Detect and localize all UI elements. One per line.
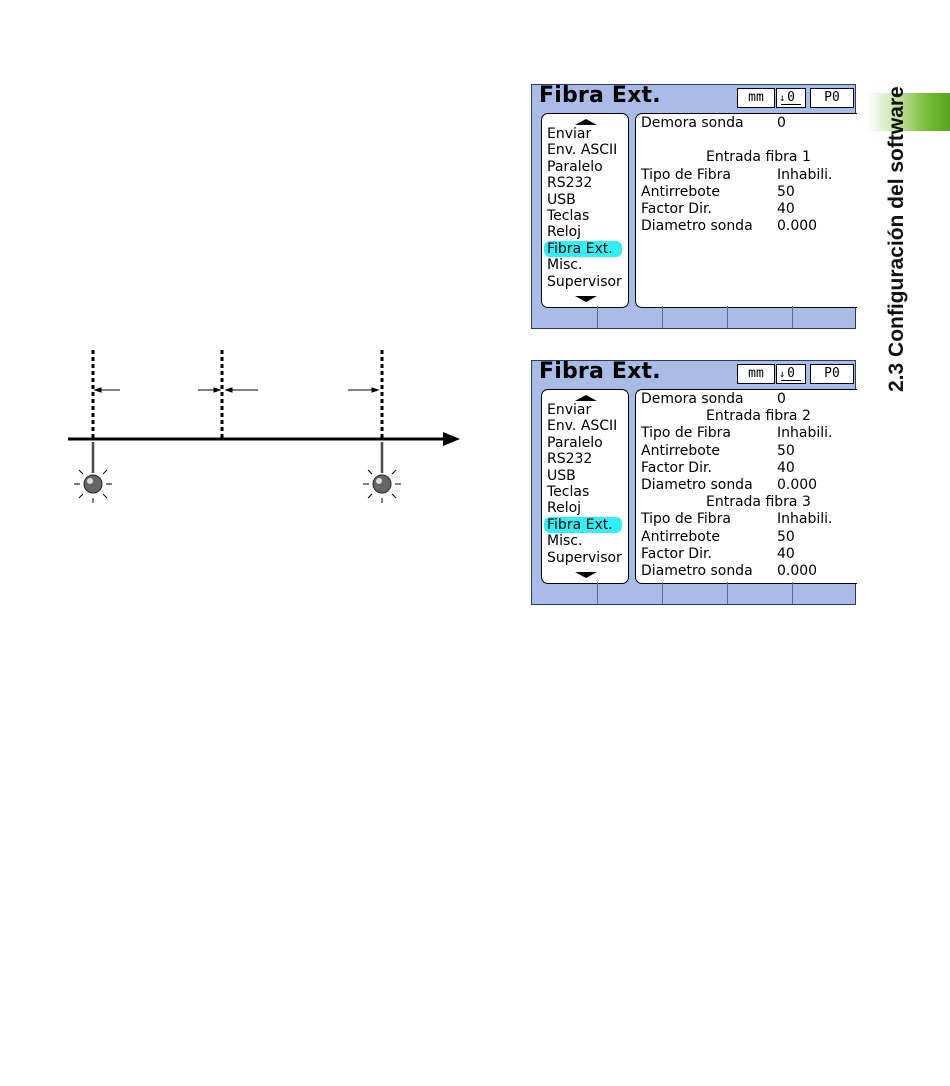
arrow-in-left-icon: [226, 388, 258, 392]
units-badge[interactable]: mm: [737, 88, 775, 108]
softkey-4[interactable]: [727, 306, 792, 328]
menu-item[interactable]: Supervisor: [547, 273, 622, 290]
down-arrow-icon: ↓: [779, 93, 786, 104]
setting-row[interactable]: [636, 132, 857, 149]
setting-value: 50: [777, 183, 795, 200]
setting-row[interactable]: [636, 115, 857, 132]
scroll-up-icon[interactable]: [575, 395, 597, 401]
menu-item[interactable]: Misc.: [547, 533, 583, 550]
setting-label: Diametro sonda: [641, 218, 753, 235]
axis-arrow-icon: [68, 432, 460, 446]
softkey-2[interactable]: [597, 582, 662, 604]
setting-value: 0.000: [777, 218, 818, 235]
setting-row[interactable]: [636, 201, 857, 218]
scroll-down-icon[interactable]: [575, 296, 597, 302]
menu-item[interactable]: Misc.: [547, 257, 583, 274]
settings-panel: [635, 113, 857, 308]
setting-row[interactable]: [636, 391, 857, 408]
menu-item[interactable]: Env. ASCII: [547, 142, 618, 159]
setting-label: Tipo de Fibra: [641, 425, 732, 442]
softkey-bar: [532, 582, 855, 604]
setting-row[interactable]: [636, 529, 857, 546]
setting-label: Antirrebote: [641, 442, 720, 459]
setting-value: 0: [777, 391, 786, 407]
setting-row[interactable]: [636, 563, 857, 580]
setting-label: Tipo de Fibra: [641, 511, 732, 528]
units-badge[interactable]: mm: [737, 364, 775, 384]
setting-row[interactable]: [636, 184, 857, 201]
setting-row[interactable]: [636, 218, 857, 235]
setting-label: Factor Dir.: [641, 545, 712, 562]
menu-item[interactable]: Supervisor: [547, 549, 622, 566]
setting-row[interactable]: [636, 425, 857, 442]
setting-value: 0.000: [777, 477, 818, 493]
softkey-2[interactable]: [597, 306, 662, 328]
settings-panel: [635, 389, 857, 584]
screen-title: Fibra Ext.: [539, 83, 661, 108]
setting-row[interactable]: [636, 443, 857, 460]
setup-menu: [541, 113, 629, 308]
menu-item[interactable]: Paralelo: [547, 434, 603, 451]
probe-light-icon-left: [74, 442, 112, 503]
setting-value: 40: [777, 459, 795, 476]
setting-label: Tipo de Fibra: [641, 166, 732, 183]
setting-label: Diametro sonda: [641, 477, 753, 493]
setting-value: Inhabili.: [777, 425, 833, 442]
softkey-3[interactable]: [662, 306, 727, 328]
setting-label: Antirrebote: [641, 528, 720, 545]
screen-title-bar: [532, 85, 855, 111]
softkey-1[interactable]: [532, 582, 597, 604]
setting-label: Factor Dir.: [641, 459, 712, 476]
scroll-down-icon[interactable]: [575, 572, 597, 578]
setting-label: Entrada fibra 3: [706, 494, 811, 511]
setting-value: 0: [777, 115, 786, 131]
section-heading-row: [636, 408, 857, 425]
setting-value: 0.000: [777, 563, 818, 579]
menu-item[interactable]: USB: [547, 191, 576, 208]
menu-item[interactable]: Paralelo: [547, 158, 603, 175]
setting-row[interactable]: [636, 167, 857, 184]
setting-value: 50: [777, 442, 795, 459]
menu-item[interactable]: USB: [547, 467, 576, 484]
setting-value: 40: [777, 201, 795, 217]
softkey-3[interactable]: [662, 582, 727, 604]
menu-item[interactable]: Fibra Ext.: [544, 241, 622, 257]
device-screen-2: [531, 360, 856, 605]
arrow-in-right-icon: [198, 388, 220, 392]
setting-value: Inhabili.: [777, 511, 833, 528]
menu-item[interactable]: Teclas: [547, 484, 590, 500]
setting-label: Antirrebote: [641, 183, 720, 200]
setting-label: Demora sonda: [641, 115, 744, 131]
menu-item[interactable]: Enviar: [547, 402, 592, 418]
menu-item[interactable]: Reloj: [547, 224, 582, 241]
softkey-5[interactable]: [792, 582, 857, 604]
section-heading-row: [636, 494, 857, 511]
setting-value: 50: [777, 528, 795, 545]
setting-label: Entrada fibra 1: [706, 149, 811, 166]
setting-label: Factor Dir.: [641, 201, 712, 217]
setting-label: Diametro sonda: [641, 563, 753, 579]
setting-row[interactable]: [636, 546, 857, 563]
setup-menu: [541, 389, 629, 584]
setting-label: Demora sonda: [641, 391, 744, 407]
setting-row[interactable]: [636, 460, 857, 477]
section-heading-row: [636, 149, 857, 166]
down-arrow-icon: ↓: [779, 369, 786, 380]
screen-title: Fibra Ext.: [539, 359, 661, 384]
fiber-probe-diagram: [60, 345, 470, 515]
arrow-left-icon: [95, 388, 120, 392]
preset-badge[interactable]: P0: [810, 88, 854, 108]
zero-ref-badge[interactable]: ↓ 0: [776, 364, 806, 384]
setting-value: Inhabili.: [777, 166, 833, 183]
setting-row[interactable]: [636, 511, 857, 528]
softkey-5[interactable]: [792, 306, 857, 328]
scroll-up-icon[interactable]: [575, 119, 597, 125]
screen-title-bar: [532, 361, 855, 387]
arrow-right-icon: [348, 388, 378, 392]
softkey-bar: [532, 306, 855, 328]
menu-item[interactable]: Teclas: [547, 208, 590, 224]
setting-value: 40: [777, 545, 795, 562]
menu-item[interactable]: RS232: [547, 451, 593, 468]
softkey-1[interactable]: [532, 306, 597, 328]
setting-label: Entrada fibra 2: [706, 408, 811, 425]
preset-badge[interactable]: P0: [810, 364, 854, 384]
probe-light-icon-right: [363, 442, 401, 503]
section-title: 2.3 Configuración del software: [885, 86, 908, 392]
softkey-4[interactable]: [727, 582, 792, 604]
menu-item[interactable]: RS232: [547, 175, 593, 192]
menu-item[interactable]: Env. ASCII: [547, 418, 618, 435]
zero-ref-badge[interactable]: ↓ 0: [776, 88, 806, 108]
menu-item[interactable]: Enviar: [547, 126, 592, 142]
menu-item[interactable]: Fibra Ext.: [544, 517, 622, 533]
menu-item[interactable]: Reloj: [547, 500, 582, 517]
device-screen-1: [531, 84, 856, 329]
setting-row[interactable]: [636, 477, 857, 494]
